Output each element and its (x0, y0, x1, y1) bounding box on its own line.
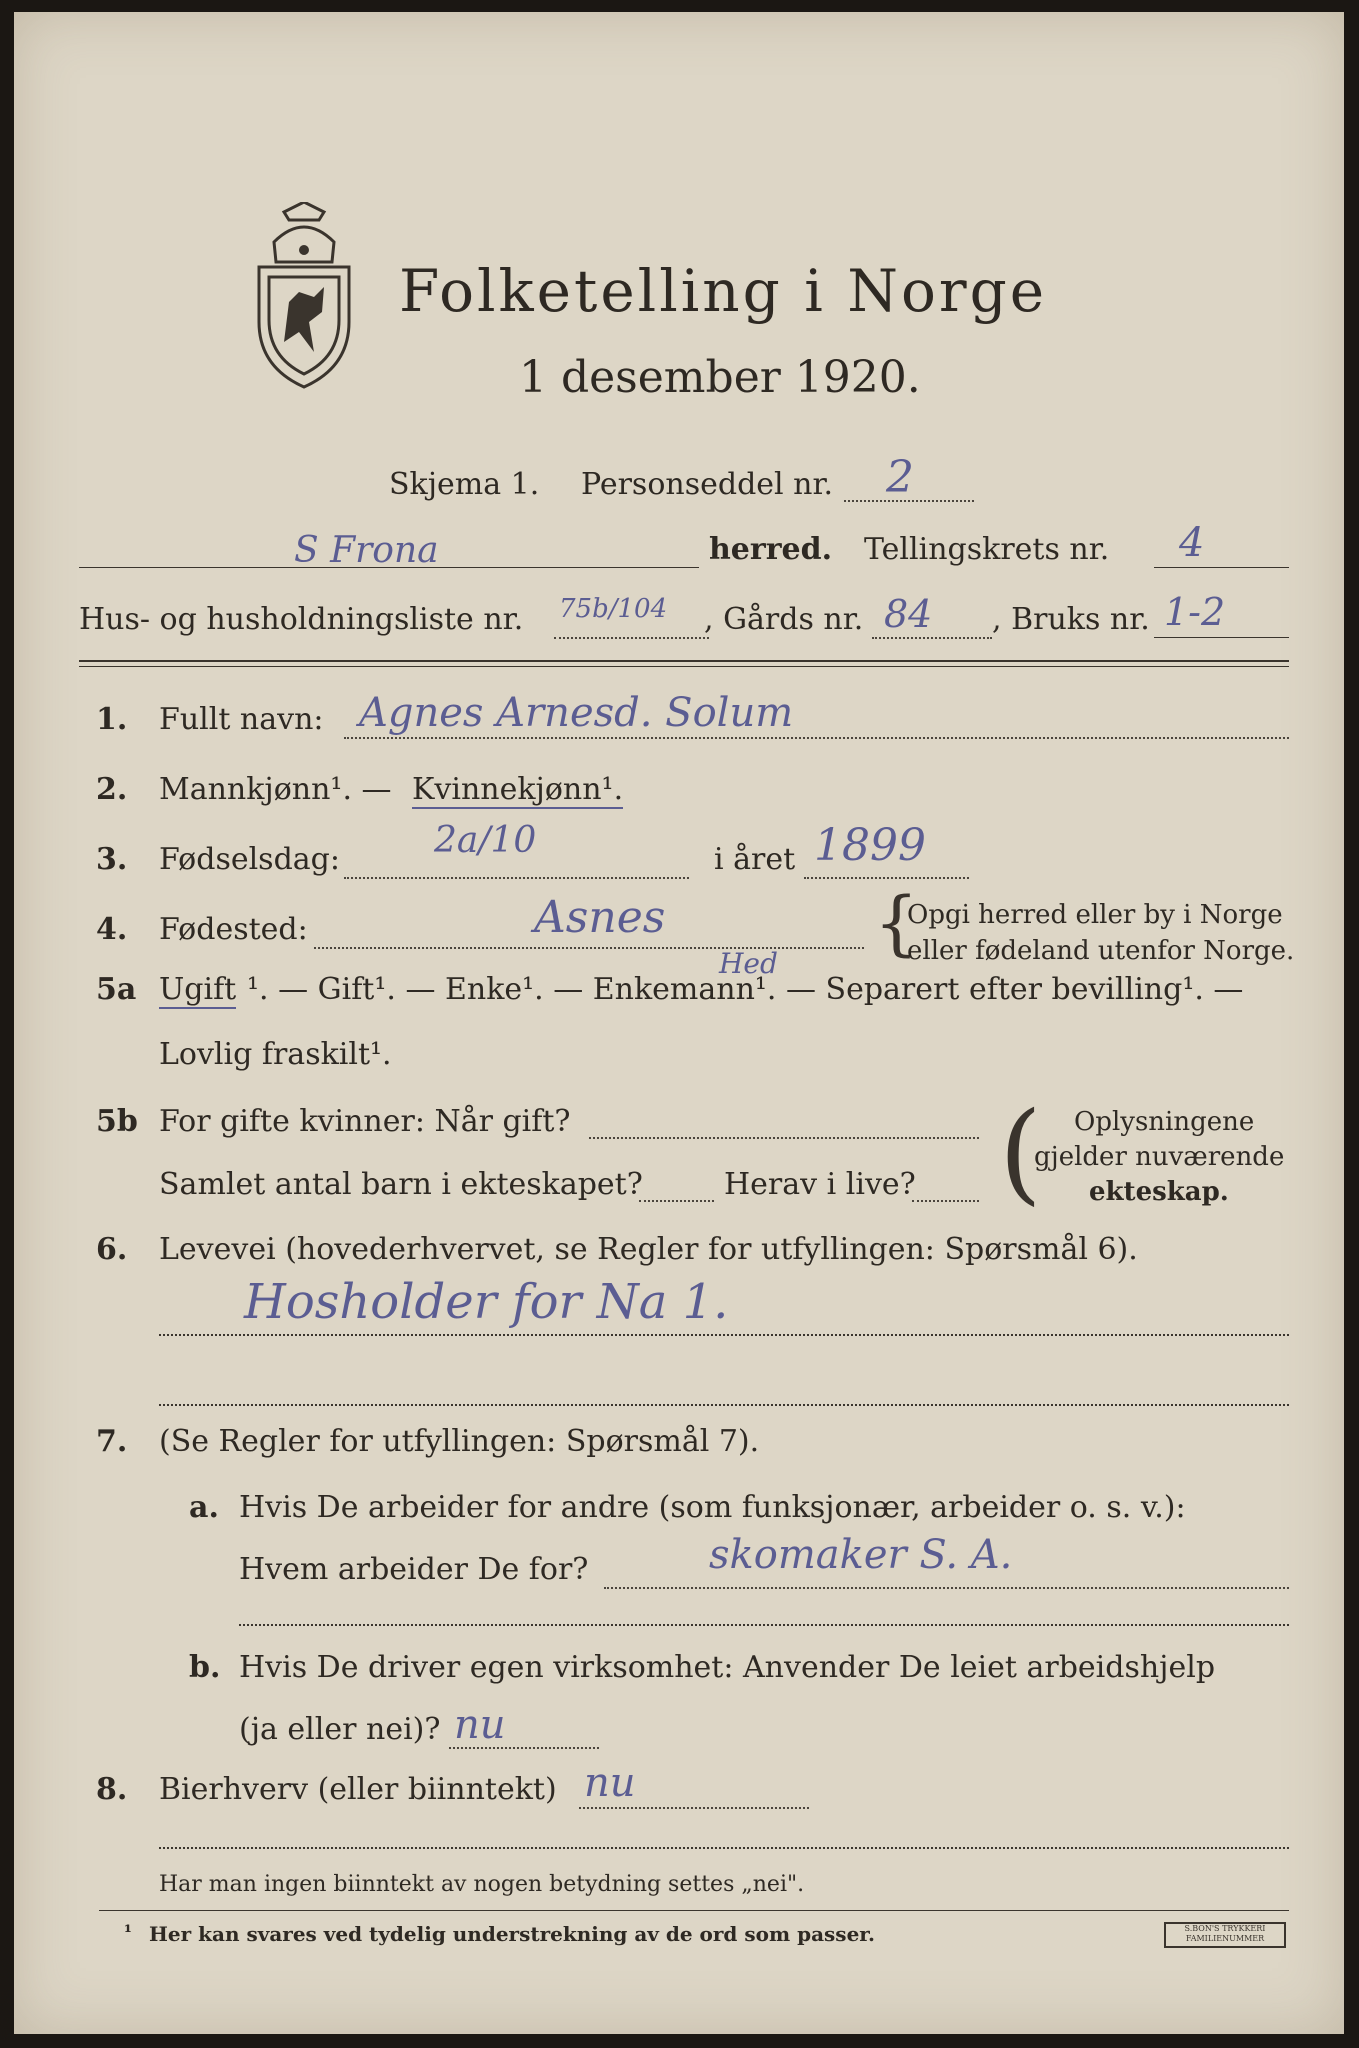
husliste-dotline (554, 637, 709, 639)
herred-value[interactable]: S Frona (294, 530, 439, 571)
q8-value[interactable]: nu (584, 1760, 636, 1806)
q3-year-label: i året (714, 842, 796, 877)
q5b-note-line1: Oplysningene (1074, 1107, 1255, 1137)
q7a-letter: a. (189, 1490, 219, 1525)
q7a-label1: Hvis De arbeider for andre (som funksjonær, arbeider o. s. v.): (239, 1490, 1186, 1525)
q7a-dotline (604, 1587, 1289, 1589)
q5b-number: 5b (96, 1104, 138, 1139)
q5a-lovlig-fraskilt: Lovlig fraskilt¹. (159, 1037, 392, 1072)
q5b-children-dotline (639, 1200, 714, 1202)
q5a-number: 5a (96, 972, 137, 1007)
q7b-label1: Hvis De driver egen virksomhet: Anvender De leiet arbeidshjelp (239, 1650, 1216, 1685)
q5a-ugift-underlined[interactable]: Ugift (159, 972, 237, 1007)
bruks-value[interactable]: 1-2 (1164, 590, 1226, 634)
q4-dotline (314, 947, 864, 949)
q5b-note-line2: gjelder nuværende (1034, 1142, 1285, 1172)
q7a-label2: Hvem arbeider De for? (239, 1552, 589, 1587)
q5b-alive-dotline (912, 1200, 979, 1202)
q8-line2 (159, 1847, 1289, 1849)
footnote-text: Her kan svares ved tydelig understrekning av de ord som passer. (149, 1922, 875, 1946)
q6-occupation-value[interactable]: Hosholder for Na 1. (244, 1274, 729, 1330)
q5b-married-dotline (589, 1137, 979, 1139)
footnote-separator (99, 1910, 1289, 1911)
q4-note-line1: Opgi herred eller by i Norge (907, 900, 1283, 930)
census-date: 1 desember 1920. (519, 352, 921, 403)
q3-birthday-value[interactable]: 2a/10 (434, 820, 537, 861)
q2-number: 2. (96, 772, 128, 807)
q7b-letter: b. (189, 1650, 221, 1685)
q4-note-line2: eller fødeland utenfor Norge. (907, 936, 1295, 966)
form-title: Folketelling i Norge (399, 257, 1048, 325)
bruks-line (1154, 637, 1289, 638)
personseddel-label: Personseddel nr. (581, 467, 834, 502)
q7a-employer-value[interactable]: skomaker S. A. (709, 1532, 1013, 1578)
separator-bottom (79, 666, 1289, 667)
q5b-label-married: For gifte kvinner: Når gift? (159, 1104, 571, 1139)
tellingskrets-line (1154, 567, 1289, 568)
tellingskrets-value[interactable]: 4 (1179, 520, 1205, 566)
q6-line2 (159, 1404, 1289, 1406)
gards-value[interactable]: 84 (884, 592, 933, 636)
q1-dotline (344, 737, 1289, 739)
tellingskrets-label: Tellingskrets nr. (864, 532, 1110, 567)
skjema-label: Skjema 1. (389, 467, 540, 502)
husliste-label: Hus- og husholdningsliste nr. (79, 602, 524, 637)
footnote-number: ¹ (124, 1922, 132, 1943)
herred-label: herred. (709, 532, 833, 567)
q5b-label-children: Samlet antal barn i ekteskapet? (159, 1167, 643, 1202)
q3-birth-year-value[interactable]: 1899 (814, 820, 926, 871)
q4-label: Fødested: (159, 912, 308, 947)
note-nei: Har man ingen biinntekt av nogen betydning settes „nei". (159, 1872, 805, 1897)
personseddel-value[interactable]: 2 (886, 452, 914, 503)
q4-birthplace-value[interactable]: Asnes (534, 892, 666, 943)
q5b-label-alive: Herav i live? (724, 1167, 916, 1202)
q7b-label2: (ja eller nei)? (239, 1712, 441, 1747)
q3-year-dotline (804, 877, 969, 879)
q4-brace: { (874, 882, 919, 964)
q7-label: (Se Regler for utfyllingen: Spørsmål 7). (159, 1424, 760, 1459)
q1-number: 1. (96, 702, 128, 737)
bruks-label: , Bruks nr. (992, 602, 1150, 637)
q8-number: 8. (96, 1772, 128, 1807)
q6-label: Levevei (hovederhvervet, se Regler for utfyllingen: Spørsmål 6). (159, 1232, 1138, 1267)
q7-number: 7. (96, 1424, 128, 1459)
husliste-value[interactable]: 75b/104 (559, 594, 668, 624)
q6-number: 6. (96, 1232, 128, 1267)
separator-top (79, 660, 1289, 662)
q6-line1 (159, 1334, 1289, 1336)
q7a-line2 (239, 1624, 1289, 1626)
q8-label: Bierhverv (eller biinntekt) (159, 1772, 557, 1807)
q5b-note-line3: ekteskap. (1089, 1177, 1229, 1207)
norway-coat-of-arms-icon (244, 202, 364, 396)
q3-label: Fødselsdag: (159, 842, 340, 877)
q3-number: 3. (96, 842, 128, 877)
q2-kvinnekjonn-underlined[interactable]: Kvinnekjønn¹. (412, 772, 624, 807)
census-form-page (14, 12, 1344, 2034)
gards-dotline (872, 637, 992, 639)
q5b-brace: ( (999, 1088, 1042, 1216)
gards-label: , Gårds nr. (704, 602, 864, 637)
q1-label: Fullt navn: (159, 702, 324, 737)
q3-dotline (344, 877, 689, 879)
q7b-value[interactable]: nu (454, 1702, 506, 1748)
q5a-options: ¹. — Gift¹. — Enke¹. — Enkemann¹. — Separert efter bevilling¹. — (247, 972, 1244, 1007)
q4-number: 4. (96, 912, 128, 947)
q1-full-name-value[interactable]: Agnes Arnesd. Solum (359, 690, 794, 736)
q8-dotline (579, 1807, 809, 1809)
q4-note-hand[interactable]: Hed (719, 947, 778, 980)
q2-mannkjonn: Mannkjønn¹. — (159, 772, 392, 807)
printer-stamp: S.BON'S TRYKKERI FAMILIENUMMER (1164, 1922, 1286, 1948)
